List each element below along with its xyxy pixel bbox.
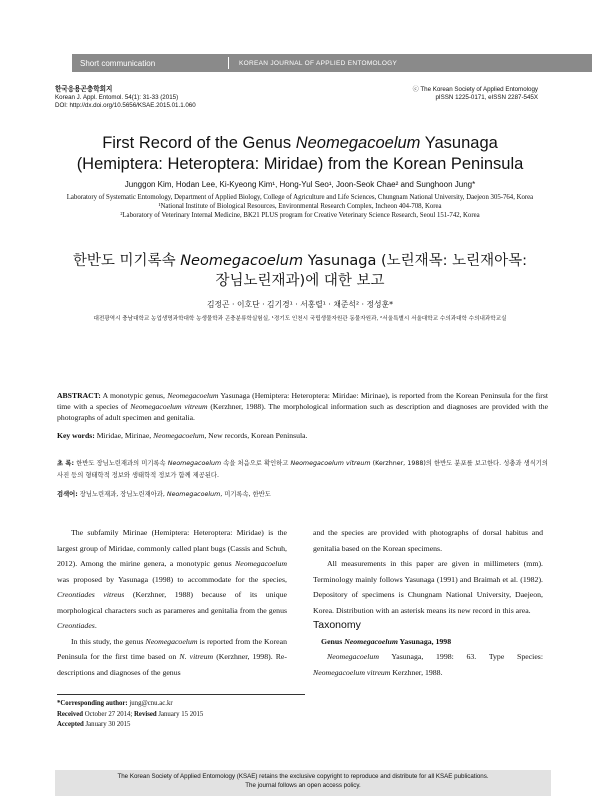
author-list: Junggon Kim, Hodan Lee, Ki-Kyeong Kim¹, Hong-Yul Seo¹, Joon-Seok Chae² and Sunghoon Jung* xyxy=(124,180,476,189)
doi-link[interactable]: DOI: http://dx.doi.org/10.5656/KSAE.2015.01.1.060 xyxy=(55,102,196,109)
genus-reference: Neomegacoelum Yasunaga, 1998: 63. Type Species: Neomegacoelum vitreum Kerzhner, 1988. xyxy=(313,652,543,677)
affiliation-1: Laboratory of Systematic Entomology, Department of Applied Biology, College of Agriculture and Life Sciences, Chungnam National University, Daejeon 305-764, Korea xyxy=(66,194,534,201)
footnote xyxy=(57,694,305,731)
abstract-kr-italic: Neomegacoelum vitreum xyxy=(290,460,371,467)
abstract-kr-label: 초 록: xyxy=(57,460,75,467)
abstract-kr-text: 한반도 장님노린재과의 미기록속 xyxy=(74,460,168,467)
date-accepted: Accepted January 30 2015 xyxy=(57,721,131,728)
citation: Korean J. Appl. Entomol. 54(1): 31-33 (2015) xyxy=(55,94,179,101)
title-line2: (Hemiptera: Heteroptera: Miridae) from the Korean Peninsula xyxy=(76,155,524,173)
keywords-italic: Neomegacoelum xyxy=(153,431,205,440)
keywords-kr-label: 검색어: xyxy=(57,491,78,498)
keywords-label: Key words: xyxy=(57,431,95,440)
copyright-block xyxy=(413,86,538,102)
affiliations xyxy=(60,193,540,221)
abstract-text: Yasunaga (Hemiptera: Heteroptera: Miridae: Mirinae), is reported from the Korean Peninsula for the first time with a species of xyxy=(57,391,548,411)
section-heading-taxonomy: Taxonomy xyxy=(313,619,361,631)
body-column-left xyxy=(57,525,287,680)
paragraph-1: The subfamily Mirinae (Hemiptera: Heteroptera: Miridae) is the largest group of Miridae, commonly called plant bugs (Cassis and Schuh, 2012). Among the mirine genera, a monotypic genus Neomegacoelum was proposed by Yasunaga (1998) to accommodate for the species, Creontiades vitreus (Kerzhner, 1988) because of its unique morphological characters such as parameres and genitalia from the genus Creontiades. xyxy=(57,528,287,630)
paragraph-4: All measurements in this paper are given in millimeters (mm). Terminology mainly follows Yasunaga (1991) and Braimah et al. (1982). Depository of specimens is Chungnam National University, Daejeon, Korea. Distribution with an asterisk means its new record in this area. xyxy=(313,559,543,615)
genus-heading: Genus Neomegacoelum Yasunaga, 1998 xyxy=(321,636,452,646)
keywords-kr-text: , 미기록속, 한반도 xyxy=(220,491,271,498)
author-list-kr: 김정곤 · 이호단 · 김기경¹ · 서홍렬¹ · 채준석² · 정성훈* xyxy=(206,300,394,309)
title-kr-text: 한반도 미기록속 xyxy=(72,253,181,269)
abstract-italic: Neomegacoelum xyxy=(167,391,219,400)
affiliation-3: ²Laboratory of Veterinary Internal Medicine, BK21 PLUS program for Creative Veterinary Science Research, Seoul 151-742, Korea xyxy=(120,212,480,220)
abstract-label: ABSTRACT: xyxy=(57,391,101,400)
journal-title-kr: 한국응용곤충학회지 xyxy=(55,86,113,93)
affiliations-kr: 대전광역시 충남대학교 농업생명과학대학 농생물학과 곤충분류학실험실, ¹경기도 인천시 국립생물자원관 동물자원과, ²서울특별시 서울대학교 수의과대학 수의내과학교실 xyxy=(93,316,507,322)
corresponding-author: *Corresponding author: jung@cnu.ac.kr xyxy=(57,700,173,707)
header-bar xyxy=(72,54,592,72)
dates-received-revised: Received October 27 2014; Revised January 15 2015 xyxy=(57,710,204,718)
citation-block xyxy=(55,86,196,110)
abstract-kr-text: 속을 처음으로 확인하고 xyxy=(221,460,291,467)
abstract-italic: Neomegacoelum vitreum xyxy=(130,402,208,411)
paragraph-2: In this study, the genus Neomegacoelum is reported from the Korean Peninsula for the first time based on N. vitreum (Kerzhner, 1998). Re-descriptions and diagnoses of the genus xyxy=(57,636,287,677)
article-type-label: Short communication xyxy=(80,58,156,68)
header-divider xyxy=(228,57,229,69)
footer-line-2: The journal follows an open access policy. xyxy=(245,782,361,789)
keywords-text: Miridae, Mirinae, xyxy=(94,431,154,440)
title-text: Yasunaga xyxy=(420,134,498,152)
issn: pISSN 1225-0171, eISSN 2287-545X xyxy=(435,94,538,101)
title-kr-genus: Neomegacoelum xyxy=(180,253,304,269)
keywords-kr-text: 장님노린재과, 장님노린재아과, xyxy=(77,491,167,498)
title-english xyxy=(40,133,560,175)
keywords xyxy=(57,430,548,441)
paragraph-3: and the species are provided with photographs of dorsal habitus and genitalia based on the Korean specimens. xyxy=(313,528,543,553)
title-genus: Neomegacoelum xyxy=(295,134,421,152)
keywords-text: , New records, Korean Peninsula. xyxy=(204,431,308,440)
footer-line-1: The Korean Society of Applied Entomology (KSAE) retains the exclusive copyright to reproduce and distribute for all KSAE publications. xyxy=(117,773,489,780)
body-column-right xyxy=(313,525,543,680)
abstract-text: (Kerzhner, 1988). The morphological information such as description and diagnoses are provided with the photographs of adult specimen and genitalia. xyxy=(57,402,548,422)
copyright-text: ⓒ The Korean Society of Applied Entomology xyxy=(412,86,538,93)
keywords-korean xyxy=(57,489,548,498)
title-kr-line2: 장님노린재과)에 대한 보고 xyxy=(215,273,385,289)
abstract-text: A monotypic genus, xyxy=(100,391,168,400)
abstract-kr-italic: Neomegacoelum xyxy=(167,460,222,467)
copyright-footer xyxy=(55,770,551,796)
abstract xyxy=(57,390,548,423)
abstract-korean xyxy=(57,458,548,482)
abstract-kr-text: (Kerzhner, 1988)의 한반도 분포를 보고한다. 성충과 생식기의 사진 등의 형태학적 정보와 생태학적 정보가 함께 제공된다. xyxy=(57,460,548,479)
title-korean xyxy=(40,251,560,291)
journal-name: KOREAN JOURNAL OF APPLIED ENTOMOLOGY xyxy=(239,59,398,67)
affiliation-2: ¹National Institute of Biological Resources, Environmental Research Complex, Incheon 404-708, Korea xyxy=(158,203,442,211)
title-text: First Record of the Genus xyxy=(102,134,296,152)
keywords-kr-italic: Neomegacoelum xyxy=(166,491,221,498)
title-kr-text: Yasunaga (노린재목: 노린재아목: xyxy=(303,253,528,269)
